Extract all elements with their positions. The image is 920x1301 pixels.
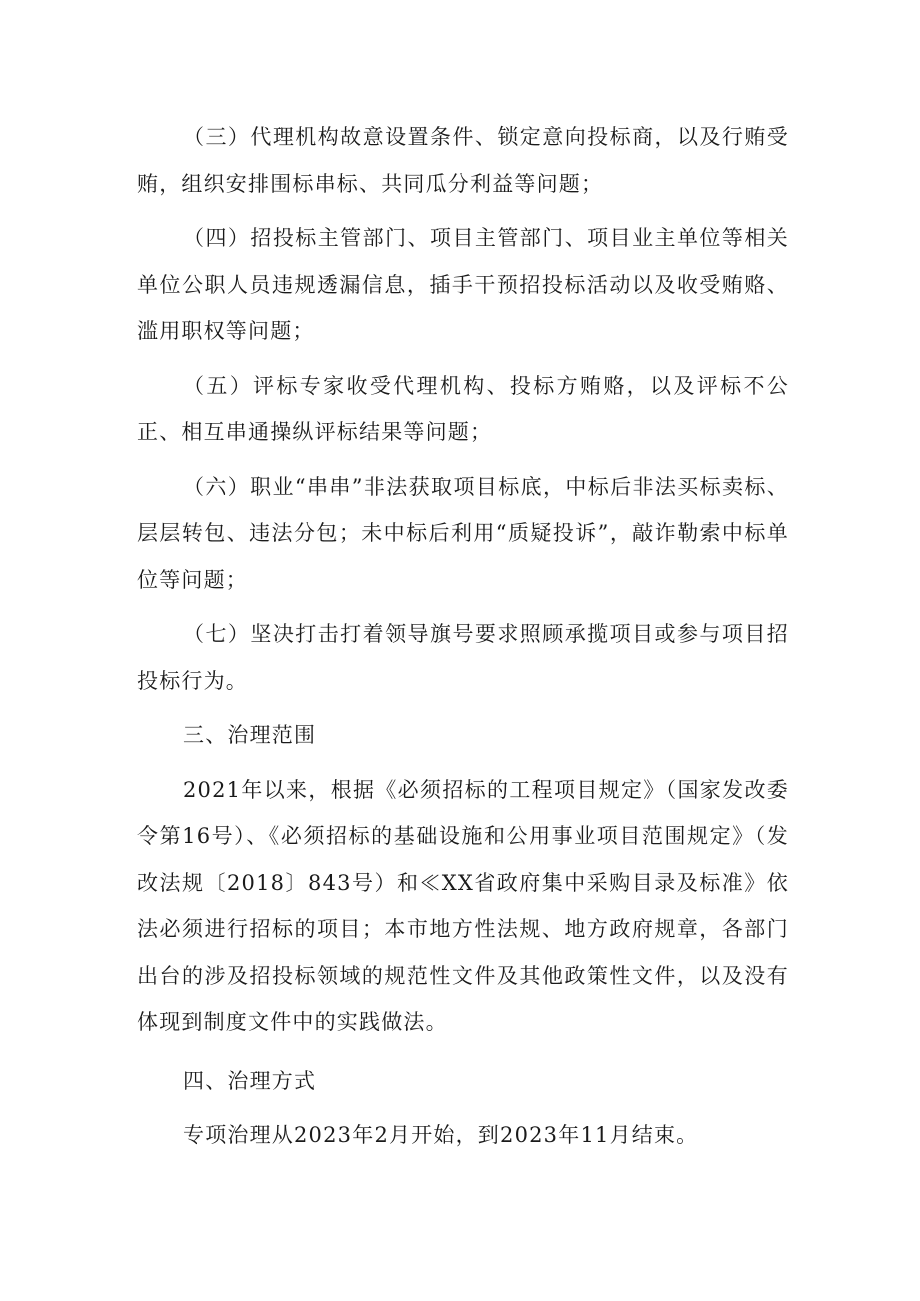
- paragraph-item-4: （四）招投标主管部门、项目主管部门、项目业主单位等相关单位公职人员违规透漏信息，插手干预招投标活动以及收受贿赂、滥用职权等问题；: [137, 226, 789, 343]
- section-heading-scope: 三、治理范围: [183, 723, 317, 747]
- paragraph-item-7: （七）坚决打击打着领导旗号要求照顾承揽项目或参与项目招投标行为。: [137, 622, 789, 693]
- paragraph-item-6: （六）职业“串串”非法获取项目标底，中标后非法买标卖标、层层转包、违法分包；未中标后利用“质疑投诉”，敲诈勒索中标单位等问题；: [137, 474, 789, 592]
- paragraph-method-body: 专项治理从2023年2月开始，到2023年11月结束。: [183, 1123, 699, 1147]
- section-heading-method: 四、治理方式: [183, 1068, 317, 1093]
- document-body: [137, 114, 789, 1159]
- paragraph-item-3: （三）代理机构故意设置条件、锁定意向投标商，以及行贿受贿，组织安排围标串标、共同瓜分利益等问题；: [137, 125, 789, 196]
- paragraph-scope-body: 2021年以来，根据《必须招标的工程项目规定》（国家发改委令第16号）、《必须招标的基础设施和公用事业项目范围规定》（发改法规〔2018〕843号）和≪XX省政府集中采购目录及标准》依法必须进行招标的项目；本市地方性法规、地方政府规章，各部门出台的涉及招投标领域的规范性文件及其他政策性文件，以及没有体现到制度文件中的实践做法。: [137, 777, 789, 1034]
- paragraph-item-5: （五）评标专家收受代理机构、投标方贿赂，以及评标不公正、相互串通操纵评标结果等问题；: [137, 373, 789, 444]
